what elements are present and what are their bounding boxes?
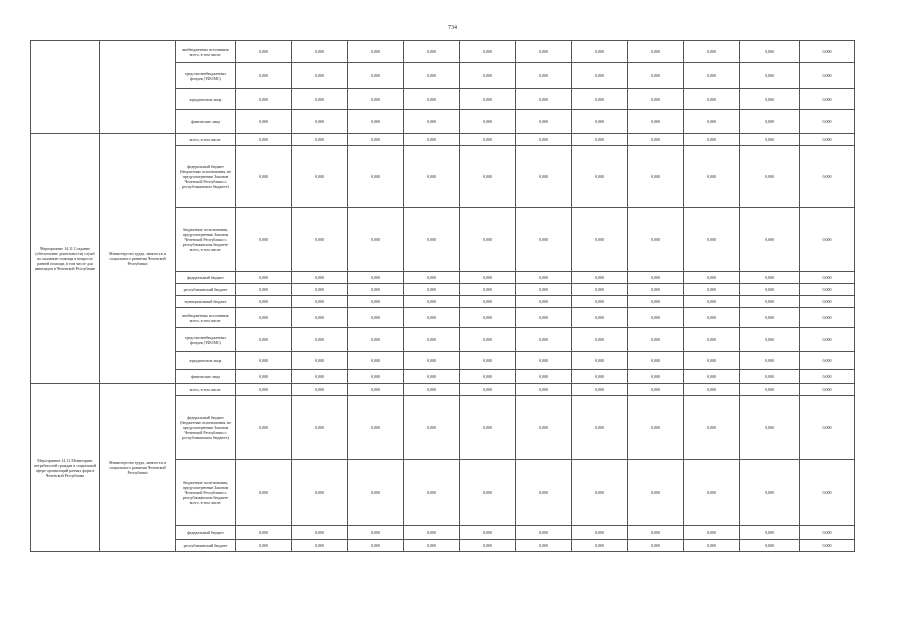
amount-cell: 0,000 [740,134,800,146]
amount-cell: 0,000 [572,110,628,134]
amount-cell: 0,000 [572,328,628,352]
amount-cell: 0,000 [236,272,292,284]
amount-cell: 0,000 [236,146,292,208]
amount-cell: 0,000 [404,284,460,296]
amount-cell: 0,000 [800,63,855,89]
amount-cell: 0,000 [516,328,572,352]
amount-cell: 0,000 [516,41,572,63]
amount-cell: 0,000 [572,396,628,460]
funding-source-cell: юридические лица [176,352,236,370]
amount-cell: 0,000 [348,328,404,352]
amount-cell: 0,000 [572,134,628,146]
amount-cell: 0,000 [516,63,572,89]
amount-cell: 0,000 [236,110,292,134]
amount-cell: 0,000 [740,352,800,370]
funding-source-cell: физические лица [176,110,236,134]
amount-cell: 0,000 [572,63,628,89]
funding-source-cell: физические лица [176,370,236,384]
amount-cell: 0,000 [628,63,684,89]
amount-cell: 0,000 [740,146,800,208]
page-number: 734 [448,25,457,31]
amount-cell: 0,000 [404,89,460,110]
amount-cell: 0,000 [684,208,740,272]
amount-cell: 0,000 [628,296,684,308]
amount-cell: 0,000 [684,41,740,63]
amount-cell: 0,000 [628,352,684,370]
amount-cell: 0,000 [348,110,404,134]
amount-cell: 0,000 [800,296,855,308]
amount-cell: 0,000 [404,208,460,272]
amount-cell: 0,000 [628,272,684,284]
amount-cell: 0,000 [292,328,348,352]
amount-cell: 0,000 [292,352,348,370]
amount-cell: 0,000 [460,460,516,526]
amount-cell: 0,000 [460,308,516,328]
amount-cell: 0,000 [740,272,800,284]
measure-cell: Мероприятие 14.12 Мониторинг потребностей граждан в социальной сфере организаций разных форм в Чеченской Республике [31,384,100,552]
table-row [31,384,855,396]
amount-cell: 0,000 [684,540,740,552]
funding-source-cell: средства внебюджетных фондов (ТФОМС) [176,63,236,89]
amount-cell: 0,000 [628,460,684,526]
funding-source-cell: всего, в том числе: [176,384,236,396]
amount-cell: 0,000 [460,396,516,460]
funding-source-cell: бюджетные ассигнования, предусмотренные Законом Чеченской Республики о республиканском бюджете всего, в том числе: [176,460,236,526]
amount-cell: 0,000 [684,370,740,384]
amount-cell: 0,000 [740,526,800,540]
amount-cell: 0,000 [628,328,684,352]
amount-cell: 0,000 [460,134,516,146]
funding-source-cell: бюджетные ассигнования, предусмотренные Законом Чеченской Республики о республиканском бюджете всего, в том числе: [176,208,236,272]
measure-cell: Мероприятие 14.11 Создание (обеспечение деятельности) служб по оказанию помощи в вопросах ранней помощи, в том числе для инвалидов в Чеченской Республике [31,134,100,384]
amount-cell: 0,000 [404,460,460,526]
amount-cell: 0,000 [460,328,516,352]
funding-source-cell: федеральный бюджет [176,272,236,284]
funding-source-cell: средства внебюджетных фондов (ТФОМС) [176,328,236,352]
amount-cell: 0,000 [800,384,855,396]
amount-cell: 0,000 [292,384,348,396]
amount-cell: 0,000 [684,110,740,134]
amount-cell: 0,000 [800,308,855,328]
amount-cell: 0,000 [460,370,516,384]
amount-cell: 0,000 [800,208,855,272]
executor-cell [100,41,176,134]
amount-cell: 0,000 [236,384,292,396]
amount-cell: 0,000 [404,370,460,384]
amount-cell: 0,000 [684,384,740,396]
amount-cell: 0,000 [236,296,292,308]
amount-cell: 0,000 [684,63,740,89]
amount-cell: 0,000 [404,540,460,552]
amount-cell: 0,000 [684,284,740,296]
amount-cell: 0,000 [740,89,800,110]
amount-cell: 0,000 [404,384,460,396]
amount-cell: 0,000 [236,352,292,370]
amount-cell: 0,000 [292,208,348,272]
amount-cell: 0,000 [236,308,292,328]
amount-cell: 0,000 [292,89,348,110]
amount-cell: 0,000 [516,272,572,284]
amount-cell: 0,000 [460,208,516,272]
amount-cell: 0,000 [348,63,404,89]
amount-cell: 0,000 [684,134,740,146]
amount-cell: 0,000 [460,146,516,208]
amount-cell: 0,000 [516,352,572,370]
amount-cell: 0,000 [236,396,292,460]
amount-cell: 0,000 [516,540,572,552]
funding-source-cell: внебюджетных источников всего, в том числе: [176,41,236,63]
amount-cell: 0,000 [292,396,348,460]
amount-cell: 0,000 [404,396,460,460]
amount-cell: 0,000 [460,526,516,540]
amount-cell: 0,000 [740,328,800,352]
amount-cell: 0,000 [740,540,800,552]
funding-source-cell: муниципальный бюджет [176,296,236,308]
amount-cell: 0,000 [404,272,460,284]
amount-cell: 0,000 [800,396,855,460]
amount-cell: 0,000 [628,384,684,396]
amount-cell: 0,000 [684,146,740,208]
amount-cell: 0,000 [684,328,740,352]
amount-cell: 0,000 [292,110,348,134]
amount-cell: 0,000 [572,284,628,296]
amount-cell: 0,000 [800,370,855,384]
amount-cell: 0,000 [740,370,800,384]
amount-cell: 0,000 [572,540,628,552]
amount-cell: 0,000 [348,284,404,296]
amount-cell: 0,000 [460,284,516,296]
budget-table [30,40,855,552]
amount-cell: 0,000 [292,41,348,63]
amount-cell: 0,000 [800,110,855,134]
amount-cell: 0,000 [348,146,404,208]
amount-cell: 0,000 [348,526,404,540]
amount-cell: 0,000 [348,89,404,110]
funding-source-cell: республиканский бюджет [176,284,236,296]
funding-source-cell: федеральный бюджет [176,526,236,540]
amount-cell: 0,000 [800,328,855,352]
amount-cell: 0,000 [572,370,628,384]
amount-cell: 0,000 [800,134,855,146]
amount-cell: 0,000 [236,526,292,540]
amount-cell: 0,000 [516,296,572,308]
amount-cell: 0,000 [516,146,572,208]
amount-cell: 0,000 [628,89,684,110]
amount-cell: 0,000 [628,396,684,460]
amount-cell: 0,000 [572,41,628,63]
amount-cell: 0,000 [404,526,460,540]
amount-cell: 0,000 [460,89,516,110]
funding-source-cell: всего, в том числе: [176,134,236,146]
amount-cell: 0,000 [292,284,348,296]
amount-cell: 0,000 [292,370,348,384]
amount-cell: 0,000 [292,146,348,208]
amount-cell: 0,000 [740,296,800,308]
amount-cell: 0,000 [292,526,348,540]
amount-cell: 0,000 [348,370,404,384]
executor-cell: Министерство труда, занятости и социального развития Чеченской Республики [100,384,176,552]
amount-cell: 0,000 [348,384,404,396]
funding-source-cell: федеральный бюджет (бюджетные ассигнования, не предусмотренные Законом Чеченской Республики о республиканском бюджете) [176,396,236,460]
amount-cell: 0,000 [800,460,855,526]
amount-cell: 0,000 [292,272,348,284]
amount-cell: 0,000 [460,352,516,370]
amount-cell: 0,000 [516,460,572,526]
amount-cell: 0,000 [800,89,855,110]
funding-source-cell: внебюджетных источников всего, в том числе: [176,308,236,328]
amount-cell: 0,000 [516,284,572,296]
amount-cell: 0,000 [404,308,460,328]
amount-cell: 0,000 [516,370,572,384]
amount-cell: 0,000 [348,134,404,146]
amount-cell: 0,000 [684,272,740,284]
amount-cell: 0,000 [348,308,404,328]
amount-cell: 0,000 [460,63,516,89]
amount-cell: 0,000 [516,110,572,134]
amount-cell: 0,000 [236,370,292,384]
amount-cell: 0,000 [236,41,292,63]
amount-cell: 0,000 [628,308,684,328]
amount-cell: 0,000 [740,63,800,89]
amount-cell: 0,000 [516,208,572,272]
amount-cell: 0,000 [460,272,516,284]
amount-cell: 0,000 [740,110,800,134]
amount-cell: 0,000 [404,63,460,89]
amount-cell: 0,000 [404,146,460,208]
amount-cell: 0,000 [460,110,516,134]
amount-cell: 0,000 [572,272,628,284]
amount-cell: 0,000 [236,63,292,89]
amount-cell: 0,000 [404,296,460,308]
amount-cell: 0,000 [404,328,460,352]
amount-cell: 0,000 [740,208,800,272]
amount-cell: 0,000 [740,284,800,296]
amount-cell: 0,000 [628,146,684,208]
amount-cell: 0,000 [292,460,348,526]
amount-cell: 0,000 [740,396,800,460]
amount-cell: 0,000 [516,384,572,396]
amount-cell: 0,000 [236,89,292,110]
amount-cell: 0,000 [404,41,460,63]
executor-cell: Министерство труда, занятости и социального развития Чеченской Республики [100,134,176,384]
amount-cell: 0,000 [516,89,572,110]
amount-cell: 0,000 [348,296,404,308]
amount-cell: 0,000 [292,540,348,552]
amount-cell: 0,000 [348,272,404,284]
amount-cell: 0,000 [348,352,404,370]
amount-cell: 0,000 [628,134,684,146]
table-row [31,41,855,63]
amount-cell: 0,000 [800,540,855,552]
amount-cell: 0,000 [684,308,740,328]
amount-cell: 0,000 [460,384,516,396]
amount-cell: 0,000 [348,396,404,460]
amount-cell: 0,000 [572,208,628,272]
amount-cell: 0,000 [460,296,516,308]
amount-cell: 0,000 [684,89,740,110]
amount-cell: 0,000 [800,41,855,63]
amount-cell: 0,000 [572,526,628,540]
amount-cell: 0,000 [684,396,740,460]
amount-cell: 0,000 [404,110,460,134]
funding-source-cell: юридические лица [176,89,236,110]
amount-cell: 0,000 [404,352,460,370]
amount-cell: 0,000 [740,41,800,63]
amount-cell: 0,000 [236,540,292,552]
amount-cell: 0,000 [800,284,855,296]
amount-cell: 0,000 [572,296,628,308]
amount-cell: 0,000 [292,134,348,146]
amount-cell: 0,000 [628,110,684,134]
amount-cell: 0,000 [516,308,572,328]
amount-cell: 0,000 [236,328,292,352]
amount-cell: 0,000 [740,384,800,396]
amount-cell: 0,000 [348,41,404,63]
amount-cell: 0,000 [516,526,572,540]
table-row [31,134,855,146]
amount-cell: 0,000 [800,272,855,284]
amount-cell: 0,000 [236,134,292,146]
measure-cell [31,41,100,134]
amount-cell: 0,000 [292,63,348,89]
amount-cell: 0,000 [628,284,684,296]
amount-cell: 0,000 [628,526,684,540]
amount-cell: 0,000 [684,352,740,370]
amount-cell: 0,000 [236,208,292,272]
amount-cell: 0,000 [800,146,855,208]
amount-cell: 0,000 [628,208,684,272]
amount-cell: 0,000 [236,460,292,526]
amount-cell: 0,000 [572,352,628,370]
amount-cell: 0,000 [800,526,855,540]
amount-cell: 0,000 [684,460,740,526]
funding-source-cell: федеральный бюджет (бюджетные ассигнования, не предусмотренные Законом Чеченской Республики о республиканском бюджете) [176,146,236,208]
amount-cell: 0,000 [404,134,460,146]
amount-cell: 0,000 [348,540,404,552]
amount-cell: 0,000 [516,134,572,146]
amount-cell: 0,000 [292,296,348,308]
amount-cell: 0,000 [292,308,348,328]
amount-cell: 0,000 [800,352,855,370]
amount-cell: 0,000 [348,208,404,272]
amount-cell: 0,000 [740,308,800,328]
amount-cell: 0,000 [348,460,404,526]
amount-cell: 0,000 [572,460,628,526]
amount-cell: 0,000 [236,284,292,296]
amount-cell: 0,000 [572,308,628,328]
amount-cell: 0,000 [628,41,684,63]
funding-source-cell: республиканский бюджет [176,540,236,552]
amount-cell: 0,000 [572,384,628,396]
amount-cell: 0,000 [572,146,628,208]
amount-cell: 0,000 [684,296,740,308]
amount-cell: 0,000 [684,526,740,540]
amount-cell: 0,000 [628,370,684,384]
amount-cell: 0,000 [460,41,516,63]
amount-cell: 0,000 [628,540,684,552]
amount-cell: 0,000 [572,89,628,110]
amount-cell: 0,000 [740,460,800,526]
amount-cell: 0,000 [460,540,516,552]
amount-cell: 0,000 [516,396,572,460]
